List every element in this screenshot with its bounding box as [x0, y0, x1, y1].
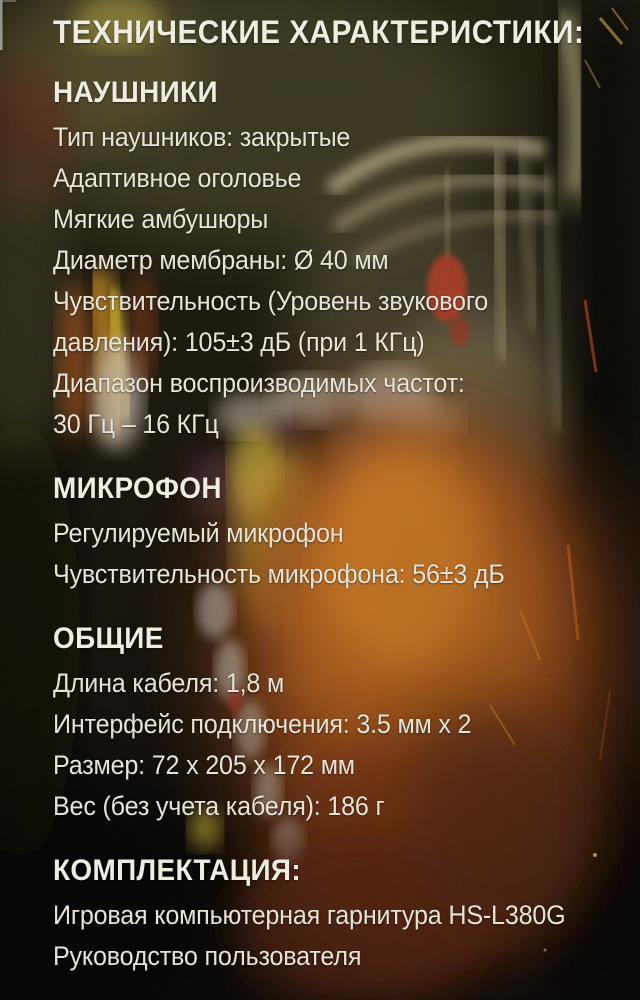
spec-line: Тип наушников: закрытые	[53, 122, 351, 152]
section-heading: КОМПЛЕКТАЦИЯ:	[53, 854, 301, 887]
spec-line: Интерфейс подключения: 3.5 мм x 2	[53, 709, 472, 739]
spec-line: Диапазон воспроизводимых частот:	[53, 368, 465, 398]
spec-section	[53, 471, 611, 595]
section-heading: ОБЩИЕ	[53, 622, 164, 655]
spec-line: Адаптивное оголовье	[53, 163, 302, 193]
spec-line: Руководство пользователя	[53, 941, 362, 971]
spec-section	[53, 621, 611, 827]
spec-line: Диаметр мембраны: Ø 40 мм	[53, 245, 389, 275]
spec-line: 30 Гц – 16 КГц	[53, 409, 219, 439]
spec-section	[53, 75, 611, 445]
spec-line: Длина кабеля: 1,8 м	[53, 668, 285, 698]
section-heading: НАУШНИКИ	[53, 76, 218, 109]
spec-line: Игровая компьютерная гарнитура HS-L380G	[53, 900, 566, 930]
spec-line: Чувствительность (Уровень звукового	[53, 286, 489, 316]
spec-line: Мягкие амбушюры	[53, 204, 269, 234]
spec-text-column	[53, 15, 611, 977]
panel-title: ТЕХНИЧЕСКИЕ ХАРАКТЕРИСТИКИ:	[53, 14, 585, 50]
spec-line: давления): 105±3 дБ (при 1 КГц)	[53, 327, 425, 357]
spec-line: Чувствительность микрофона: 56±3 дБ	[53, 559, 505, 589]
spec-line: Размер: 72 x 205 x 172 мм	[53, 750, 355, 780]
spec-line: Регулируемый микрофон	[53, 518, 344, 548]
spec-section	[53, 853, 611, 977]
sections	[53, 75, 611, 977]
spec-line: Вес (без учета кабеля): 186 г	[53, 791, 385, 821]
section-heading: МИКРОФОН	[53, 472, 222, 505]
